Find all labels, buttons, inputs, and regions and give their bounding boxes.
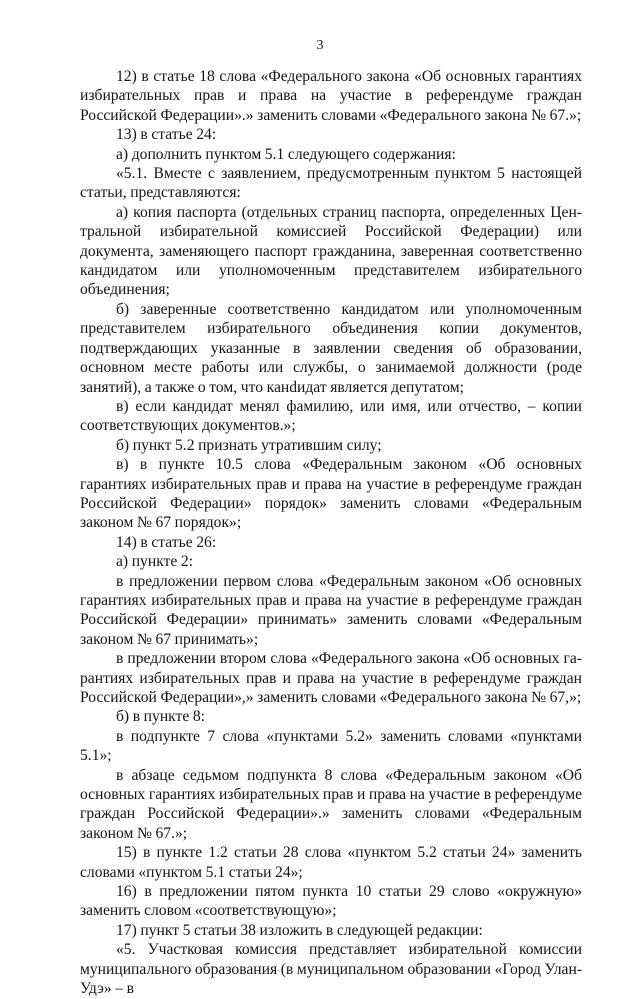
paragraph-subitem-a: а) дополнить пунктом 5.1 следующего содержания: bbox=[116, 145, 456, 163]
paragraph-subitem-b: б) пункт 5.2 признать утратившим силу; bbox=[116, 436, 382, 454]
paragraph-second-sentence: в предложении втором слова «Федерального закона «Об основных гарантиях избирательных прав и права на участие в референдуме граждан Российской Федерации»,» заменить словами «Федерального закона № 67,»; bbox=[80, 650, 582, 706]
paragraph-subpoint-7: в подпункте 7 слова «пунктами 5.2» заменить словами «пунктами 5.1»; bbox=[80, 727, 582, 765]
paragraph-item-14: 14) в статье 26: bbox=[116, 533, 217, 551]
paragraph-item-15: 15) в пункте 1.2 статьи 28 слова «пунктом 5.2 статьи 24» заменить словами «пунктом 5.1 статьи 24»; bbox=[80, 844, 582, 881]
paragraph-first-sentence: в предложении первом слова «Федеральным законом «Об основных гарантиях избирательных прав и права на участие в референдуме граждан Российской Федерации» принимать» заменить словами «Федеральным законом № 67 принимать»; bbox=[80, 572, 582, 648]
paragraph-name-change: в) если кандидат менял фамилию, или имя, или отчество, – копии соответствующих документов.»; bbox=[80, 397, 582, 435]
paragraph-item-13: 13) в статье 24: bbox=[116, 126, 217, 144]
paragraph-quote-5: «5. Участковая комиссия представляет избирательной комиссии муниципального образования (в муниципальном образовании «Город Улан-Удэ» – в bbox=[80, 941, 583, 998]
page-number: 3 bbox=[316, 38, 324, 53]
paragraph-item-17: 17) пункт 5 статьи 38 изложить в следующей редакции: bbox=[116, 921, 483, 939]
paragraph-item-16: 16) в предложении пятом пункта 10 статьи 29 слово «окружную» заменить словом «соответствующую»; bbox=[80, 883, 582, 920]
document-body bbox=[80, 67, 582, 999]
paragraph-subitem-b-point-8: б) в пункте 8: bbox=[116, 708, 206, 726]
paragraph-subitem-a-point-2: а) пункте 2: bbox=[116, 553, 194, 571]
paragraph-item-12: 12) в статье 18 слова «Федерального закона «Об основных гарантиях избирательных прав и права на участие в референдуме граждан Российской Федерации».» заменить словами «Федерального закона № 67.»; bbox=[80, 68, 582, 124]
paragraph-quote-5-1: «5.1. Вместе с заявлением, предусмотренным пунктом 5 настоящей статьи, представляются: bbox=[80, 165, 582, 202]
paragraph-subitem-v: в) в пункте 10.5 слова «Федеральным законом «Об основных гарантиях избирательных прав и права на участие в референдуме граждан Российской Федерации» порядок» заменить словами «Федеральным законом № 67 порядок»; bbox=[80, 456, 582, 532]
paragraph-certified-copies: б) заверенные соответственно кандидатом или уполномоченным представителем избирательного объединения копии документов, подтверждающих указанные в заявлении сведения об образовании, основном месте работы или службы, о занимаемой должности (роде занятий), а также о том, что канdидат является депутатом; bbox=[80, 300, 582, 396]
paragraph-passport-copy: а) копия паспорта (отдельных страниц паспорта, определенных Центральной избирательной комиссией Российской Федерации) или документа, заменяющего паспорт гражданина, заверенная соответственно кандидатом или уполномоченным представителем избирательного объединения; bbox=[80, 203, 582, 299]
paragraph-subpoint-8: в абзаце седьмом подпункта 8 слова «Федеральным законом «Об основных гарантиях избирательных прав и права на участие в референдуме граждан Российской Федерации».» заменить словами «Федеральным законом № 67.»; bbox=[80, 766, 582, 842]
